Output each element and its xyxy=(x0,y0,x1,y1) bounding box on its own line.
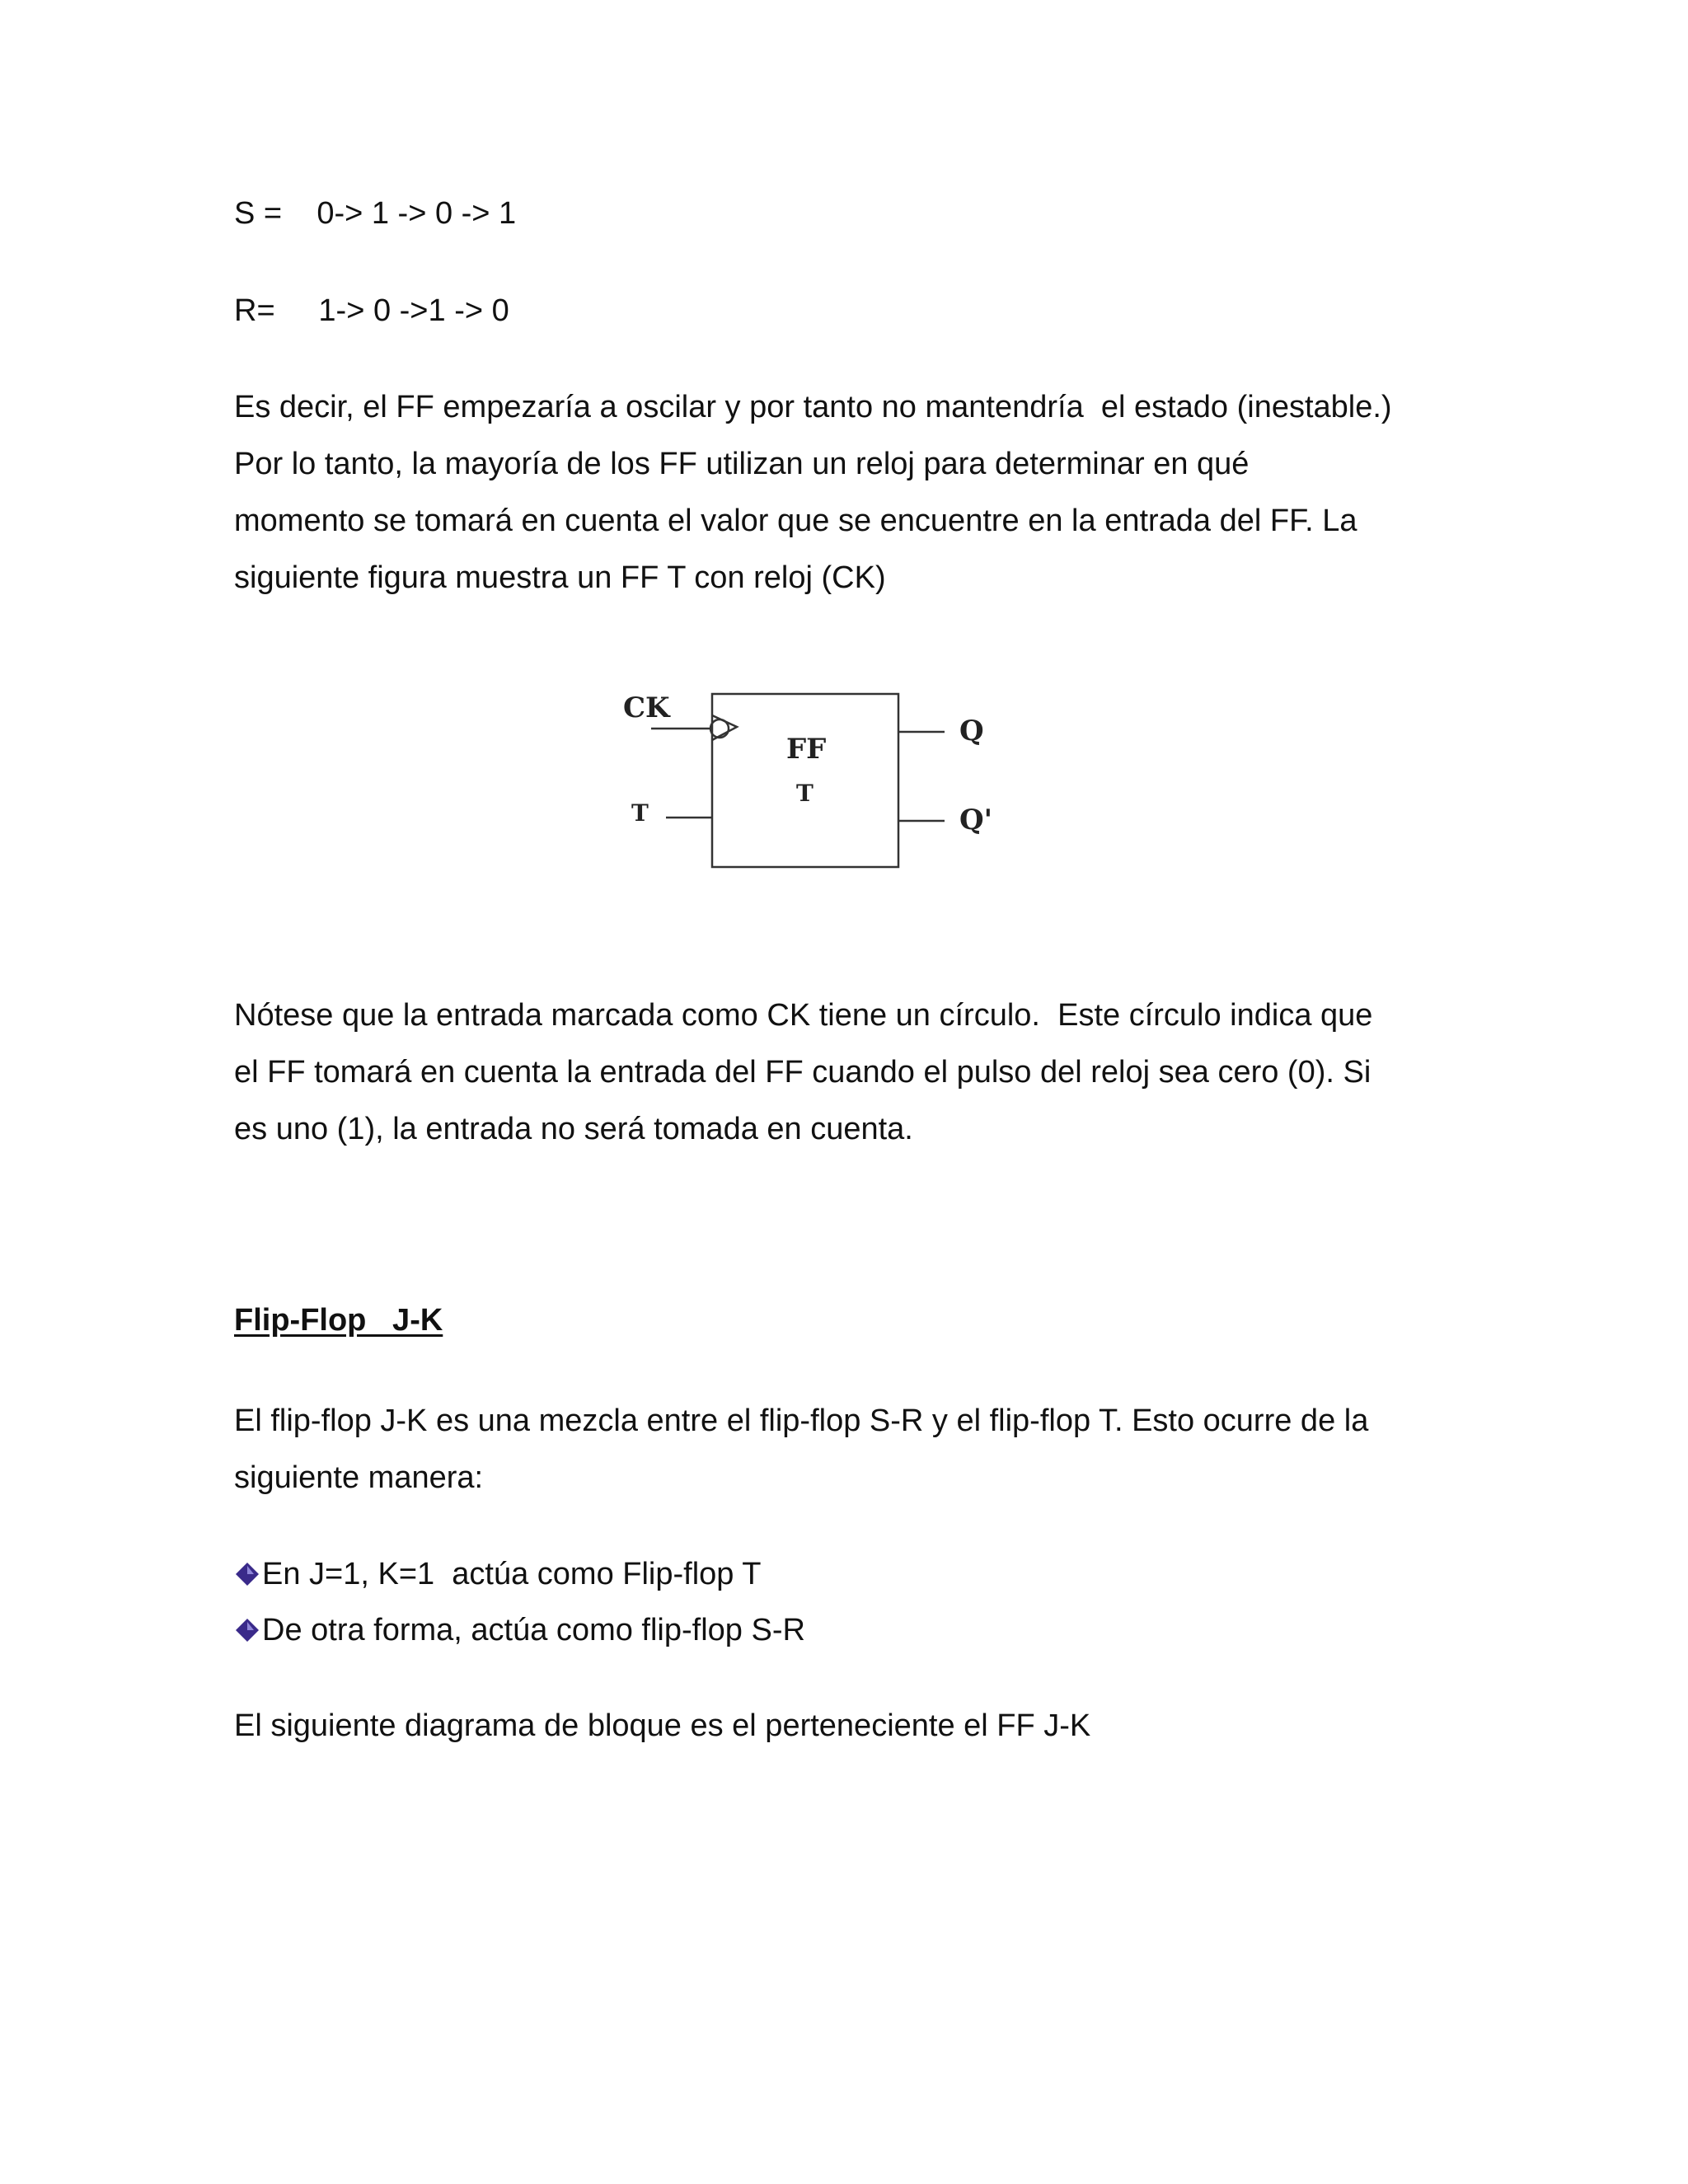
section-heading: Flip-Flop J-K xyxy=(234,1303,443,1338)
s-equation: S = 0-> 1 -> 0 -> 1 xyxy=(234,196,517,231)
paragraph-2-line-3: es uno (1), la entrada no será tomada en cuenta. xyxy=(234,1112,913,1146)
paragraph-1-line-3: momento se tomará en cuenta el valor que se encuentre en la entrada del FF. La xyxy=(234,504,1357,538)
ck-label: CK xyxy=(623,691,670,724)
bullet-item xyxy=(234,1554,762,1594)
paragraph-1-line-2: Por lo tanto, la mayoría de los FF utilizan un reloj para determinar en qué xyxy=(234,447,1250,481)
q-label: Q xyxy=(959,715,984,748)
paragraph-1-line-4: siguiente figura muestra un FF T con reloj (CK) xyxy=(234,560,886,595)
bullet-item xyxy=(234,1610,805,1650)
diamond-bullet-icon xyxy=(234,1561,260,1587)
paragraph-3-line-2: siguiente manera: xyxy=(234,1460,484,1495)
ff-box-title: FF xyxy=(786,733,827,766)
q-prime-label: Q' xyxy=(959,804,993,837)
closing-sentence: El siguiente diagrama de bloque es el perteneciente el FF J-K xyxy=(234,1708,1091,1743)
r-equation: R= 1-> 0 ->1 -> 0 xyxy=(234,293,509,328)
ff-t-diagram xyxy=(610,676,1022,890)
paragraph-1-line-1: Es decir, el FF empezaría a oscilar y por tanto no mantendría el estado (inestable.) xyxy=(234,390,1392,424)
ff-box-subtitle: T xyxy=(796,780,814,807)
bullet-text: De otra forma, actúa como flip-flop S-R xyxy=(262,1613,805,1647)
paragraph-2-line-1: Nótese que la entrada marcada como CK tiene un círculo. Este círculo indica que xyxy=(234,998,1373,1033)
t-input-label: T xyxy=(631,799,649,827)
diamond-bullet-icon xyxy=(234,1617,260,1643)
paragraph-3-line-1: El flip-flop J-K es una mezcla entre el flip-flop S-R y el flip-flop T. Esto ocurre de la xyxy=(234,1404,1369,1438)
paragraph-2-line-2: el FF tomará en cuenta la entrada del FF cuando el pulso del reloj sea cero (0). Si xyxy=(234,1055,1372,1090)
bullet-text: En J=1, K=1 actúa como Flip-flop T xyxy=(262,1557,762,1591)
